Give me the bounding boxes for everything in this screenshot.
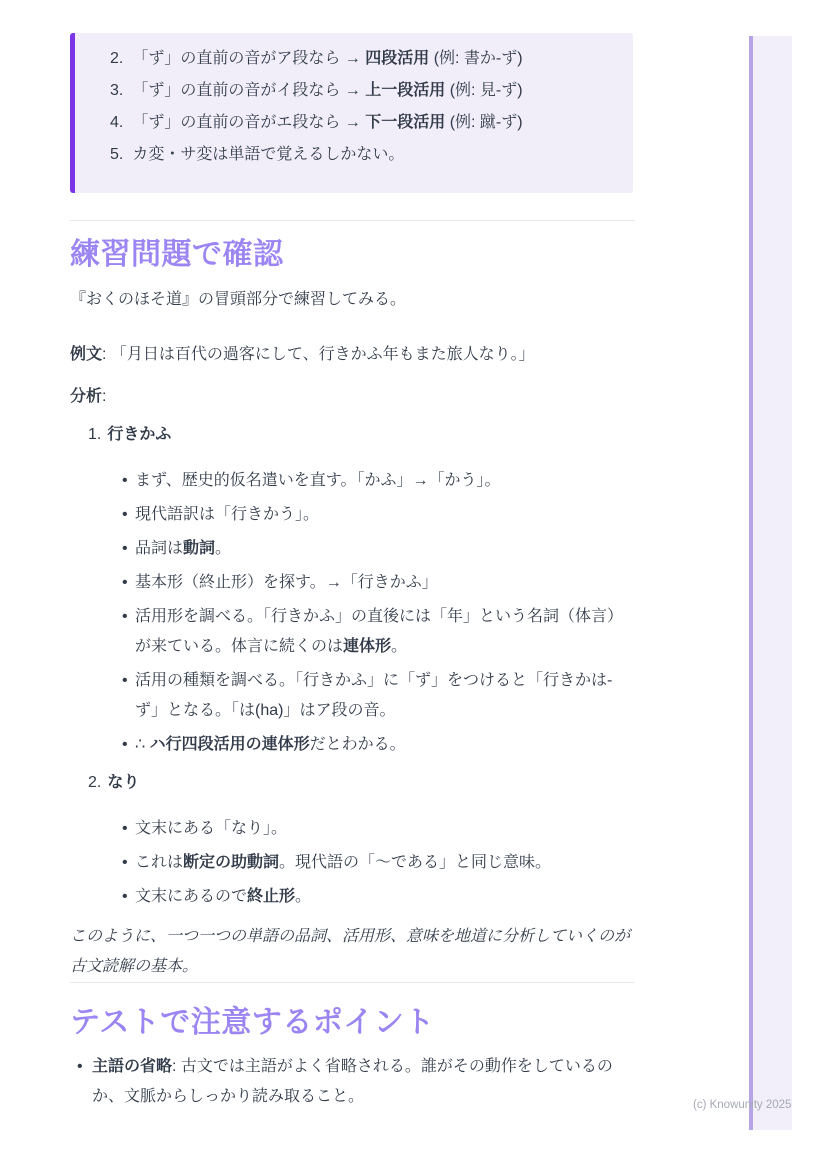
- analysis-item-title: 行きかふ: [107, 426, 172, 443]
- callout-item: [75, 140, 613, 170]
- analysis-item-number: 2.: [88, 774, 102, 791]
- bullet-text-bold: 終止形: [247, 888, 296, 905]
- bullet-text-pre: 品詞は: [135, 540, 184, 557]
- bullet-text-pre: 活用の種類を調べる。「行きかふ」に「ず」をつけると「行きかは-ず」となる。「は(ha)」はア段の音。: [135, 672, 613, 719]
- analysis-bullet: [70, 848, 633, 878]
- callout-item-text-pre: 「ず」の直前の音がア段なら →: [132, 50, 366, 67]
- bullet-text-pre: 基本形（終止形）を探す。→「行きかふ」: [135, 574, 438, 591]
- analysis-item-head: [70, 420, 635, 450]
- bullet-text-pre: まず、歴史的仮名遣いを直す。「かふ」→「かう」。: [135, 472, 501, 489]
- bullet-text-pre: 文末にある「なり」。: [135, 820, 288, 837]
- test-point-item: [70, 1052, 633, 1112]
- copyright-notice: (c) Knowunity 2025: [693, 1099, 792, 1111]
- analysis-bullet: [70, 730, 633, 760]
- bullet-text-pre: 活用形を調べる。「行きかふ」の直後には「年」という名詞（体言）が来ている。体言に続くのは: [135, 608, 624, 655]
- intro-paragraph: 『おくのほそ道』の冒頭部分で練習してみる。: [70, 291, 407, 308]
- callout-item-text-post: (例: 書か-ず): [429, 50, 523, 67]
- callout-item-text-bold: 下一段活用: [365, 114, 446, 131]
- analysis-bullet: [70, 666, 633, 726]
- callout-item-text-post: (例: 見-ず): [445, 82, 523, 99]
- analysis-bullet: [70, 814, 633, 844]
- analysis-bullet: [70, 882, 633, 912]
- callout-item-text: [132, 114, 522, 131]
- bullet-text-post: : 古文では主語がよく省略される。誰がその動作をしているのか、文脈からしっかり読み取ること。: [92, 1058, 613, 1105]
- analysis-list: [70, 420, 635, 912]
- bullet-text-post: 。: [391, 638, 408, 655]
- next-page-edge[interactable]: [749, 36, 792, 1130]
- bullet-text-pre: これは: [135, 854, 184, 871]
- analysis-section: [70, 420, 635, 982]
- example-text: : 「月日は百代の過客にして、行きかふ年もまた旅人なり。」: [102, 346, 535, 363]
- callout-item-text-pre: カ変・サ変は単語で覚えるしかない。: [132, 146, 405, 163]
- analysis-item-number: 1.: [88, 426, 102, 443]
- bullet-text-bold: 動詞: [183, 540, 216, 557]
- bullet-text-post: 。: [295, 888, 312, 905]
- callout-item-text-pre: 「ず」の直前の音がイ段なら →: [132, 82, 366, 99]
- callout-item-text-bold: 四段活用: [365, 50, 430, 67]
- callout-item-number: 5.: [110, 146, 124, 163]
- bullet-text-bold: ハ行四段活用の連体形: [149, 736, 310, 753]
- section-heading-practice: 練習問題で確認: [70, 238, 284, 271]
- analysis-label-text: 分析: [70, 388, 103, 405]
- section-divider: [70, 982, 635, 983]
- analysis-bullet: [70, 466, 633, 496]
- callout-list: [75, 44, 613, 170]
- bullet-text-pre: 現代語訳は「行きかう」。: [135, 506, 320, 523]
- analysis-item-title: なり: [107, 774, 140, 791]
- conclusion-note: このように、一つ一つの単語の品詞、活用形、意味を地道に分析していくのが古文読解の基本。: [70, 928, 631, 975]
- section-heading-test-points: テストで注意するポイント: [70, 1006, 435, 1039]
- analysis-item: [70, 420, 635, 760]
- section-divider: [70, 220, 635, 221]
- analysis-label-colon: :: [102, 388, 107, 405]
- callout-item-text: [132, 82, 522, 99]
- bullet-text-post: だとわかる。: [309, 736, 406, 753]
- callout-item-number: 3.: [110, 82, 124, 99]
- callout-item-text-bold: 上一段活用: [365, 82, 446, 99]
- bullet-text-bold: 連体形: [343, 638, 392, 655]
- analysis-sub-list: [70, 814, 635, 912]
- callout-item: [75, 44, 613, 74]
- callout-box: [70, 33, 633, 193]
- analysis-bullet: [70, 568, 633, 598]
- callout-item-text: [132, 50, 522, 67]
- test-points-list: [70, 1052, 633, 1112]
- analysis-label: [70, 382, 633, 412]
- bullet-text-pre: 文末にあるので: [135, 888, 248, 905]
- bullet-text-post: 。現代語の「〜である」と同じ意味。: [279, 854, 552, 871]
- analysis-item: [70, 768, 635, 912]
- callout-item-text: [132, 146, 404, 163]
- example-label: 例文: [70, 346, 103, 363]
- analysis-item-head: [70, 768, 635, 798]
- callout-item-number: 4.: [110, 114, 124, 131]
- callout-item: [75, 76, 613, 106]
- analysis-bullet: [70, 602, 633, 662]
- example-sentence: [70, 340, 633, 370]
- bullet-text-bold: 断定の助動詞: [183, 854, 280, 871]
- analysis-sub-list: [70, 466, 635, 760]
- callout-item-text-pre: 「ず」の直前の音がエ段なら →: [132, 114, 366, 131]
- bullet-text-pre: ∴: [135, 736, 150, 753]
- callout-item-text-post: (例: 蹴-ず): [445, 114, 523, 131]
- callout-item-number: 2.: [110, 50, 124, 67]
- analysis-bullet: [70, 500, 633, 530]
- bullet-text-bold: 主語の省略: [92, 1058, 173, 1075]
- analysis-bullet: [70, 534, 633, 564]
- callout-item: [75, 108, 613, 138]
- bullet-text-post: 。: [215, 540, 232, 557]
